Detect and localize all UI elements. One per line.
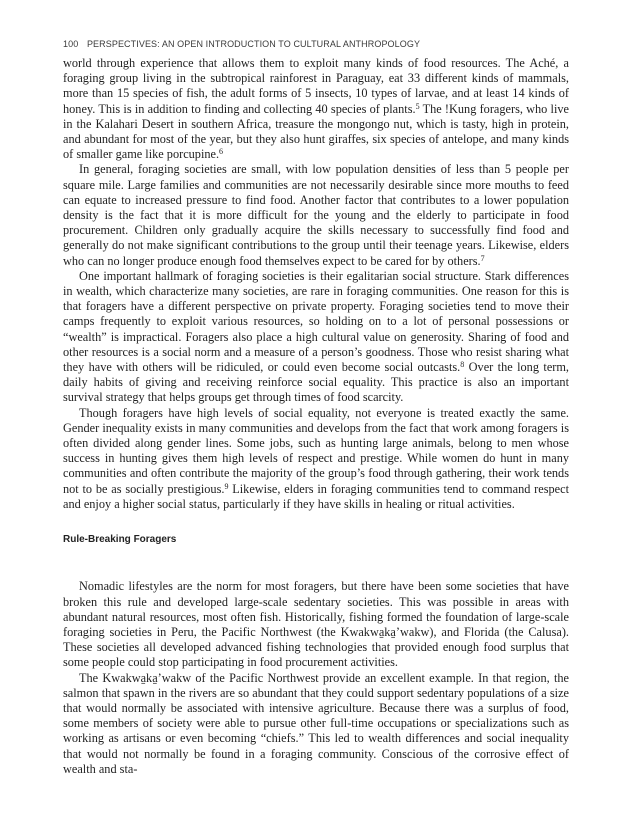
section-heading: Rule-Breaking Foragers: [63, 534, 177, 546]
footnote-marker: 8: [460, 360, 465, 370]
footnote-marker: 7: [480, 253, 485, 263]
page-number: 100: [63, 39, 79, 49]
running-title: PERSPECTIVES: AN OPEN INTRODUCTION TO CULTURAL ANTHROPOLOGY: [86, 39, 421, 49]
paragraph: [63, 56, 569, 162]
body-text: [63, 56, 569, 777]
paragraph: [63, 269, 569, 406]
paragraph-text: Though foragers have high levels of social equality, not everyone is treated exactly the same. Gender inequality exists in many communities and develops from the fact that work among foragers is often divided along gender lines. Some jobs, such as hunting large animals, belong to men whose success in hunting gives them high levels of respect and prestige. While women do hunt in many communities and often contribute the majority of the group’s food through gathering, their work tends not to be as socially prestigious.: [63, 405, 569, 496]
footnote-marker: 6: [219, 147, 224, 157]
footnote-marker: 5: [415, 101, 420, 111]
paragraph-text: One important hallmark of foraging societies is their egalitarian social structure. Stark differences in wealth, which characterize many societies, are rare in foraging communities. One reason for this is that foragers have a different perspective on private property. Foraging societies tend to move their camps frequently to exploit various resources, so holding on to a lot of personal possessions or “wealth” is impractical. Foragers also place a high cultural value on generosity. Sharing of food and other resources is a social norm and a measure of a person’s goodness. Those who resist sharing what they have with others will be ridiculed, or could even become social outcasts.: [63, 268, 569, 375]
paragraph-text: Over the long term, daily habits of giving and receiving reinforce social equality. This practice is also an important survival strategy that helps groups get through times of food scarcity.: [63, 360, 570, 405]
footnote-marker: 9: [224, 481, 229, 491]
paragraph: Nomadic lifestyles are the norm for most foragers, but there have been some societies that have broken this rule and developed large-scale sedentary societies. This was possible in areas with abundant natural resources, most often fish. Historically, fishing formed the foundation of large-scale foraging societies in Peru, the Pacific Northwest (the Kwakwa̱ka̱ʼwakw), and Florida (the Calusa). These societies all developed advanced fishing technologies that provided enough food surplus that some people could stop participating in food procurement activities.: [63, 579, 569, 670]
paragraph-text: Likewise, elders in foraging communities tend to command respect and enjoy a higher social status, particularly if they have skills in healing or ritual activities.: [63, 481, 569, 511]
paragraph: [63, 162, 569, 268]
paragraph: [63, 406, 569, 512]
running-header: [63, 39, 563, 49]
paragraph: The Kwakwa̱ka̱ʼwakw of the Pacific Northwest provide an excellent example. In that region, the salmon that spawn in the rivers are so abundant that they could support sedentary populations of a size that would normally be associated with intensive agriculture. Because there was a surplus of food, some members of society were able to pursue other full-time occupations or specializations such as working as artisans or even becoming “chiefs.” This led to wealth differences and social inequality that would not normally be found in a foraging community. Conscious of the corrosive effect of wealth and sta-: [63, 670, 569, 776]
paragraph-text: world through experience that allows them to exploit many kinds of food resources. The Aché, a foraging group living in the subtropical rainforest in Paraguay, eat 33 different kinds of mammals, more than 15 species of fish, the adult forms of 5 insects, 10 types of larvae, and at least 14 kinds of honey. This is in addition to finding and collecting 40 species of plants.: [63, 56, 569, 116]
paragraph-text: The !Kung foragers, who live in the Kalahari Desert in southern Africa, treasure the mongongo nut, which is tasty, high in protein, and abundant for most of the year, but they also hunt giraffes, six species of antelope, and many kinds of smaller game like porcupine.: [63, 101, 569, 162]
paragraph-text: In general, foraging societies are small, with low population densities of less than 5 people per square mile. Large families and communities are not necessarily desirable since more mouths to feed can equate to increased pressure to find food. Another factor that contributes to a lower population density is the fact that it is more difficult for the young and the elderly to participate in food procurement. Children only gradually acquire the skills necessary to successfully find food and generally do not make significant contributions to the group until their teenage years. Likewise, elders who can no longer produce enough food themselves expect to be cared for by others.: [63, 162, 569, 268]
